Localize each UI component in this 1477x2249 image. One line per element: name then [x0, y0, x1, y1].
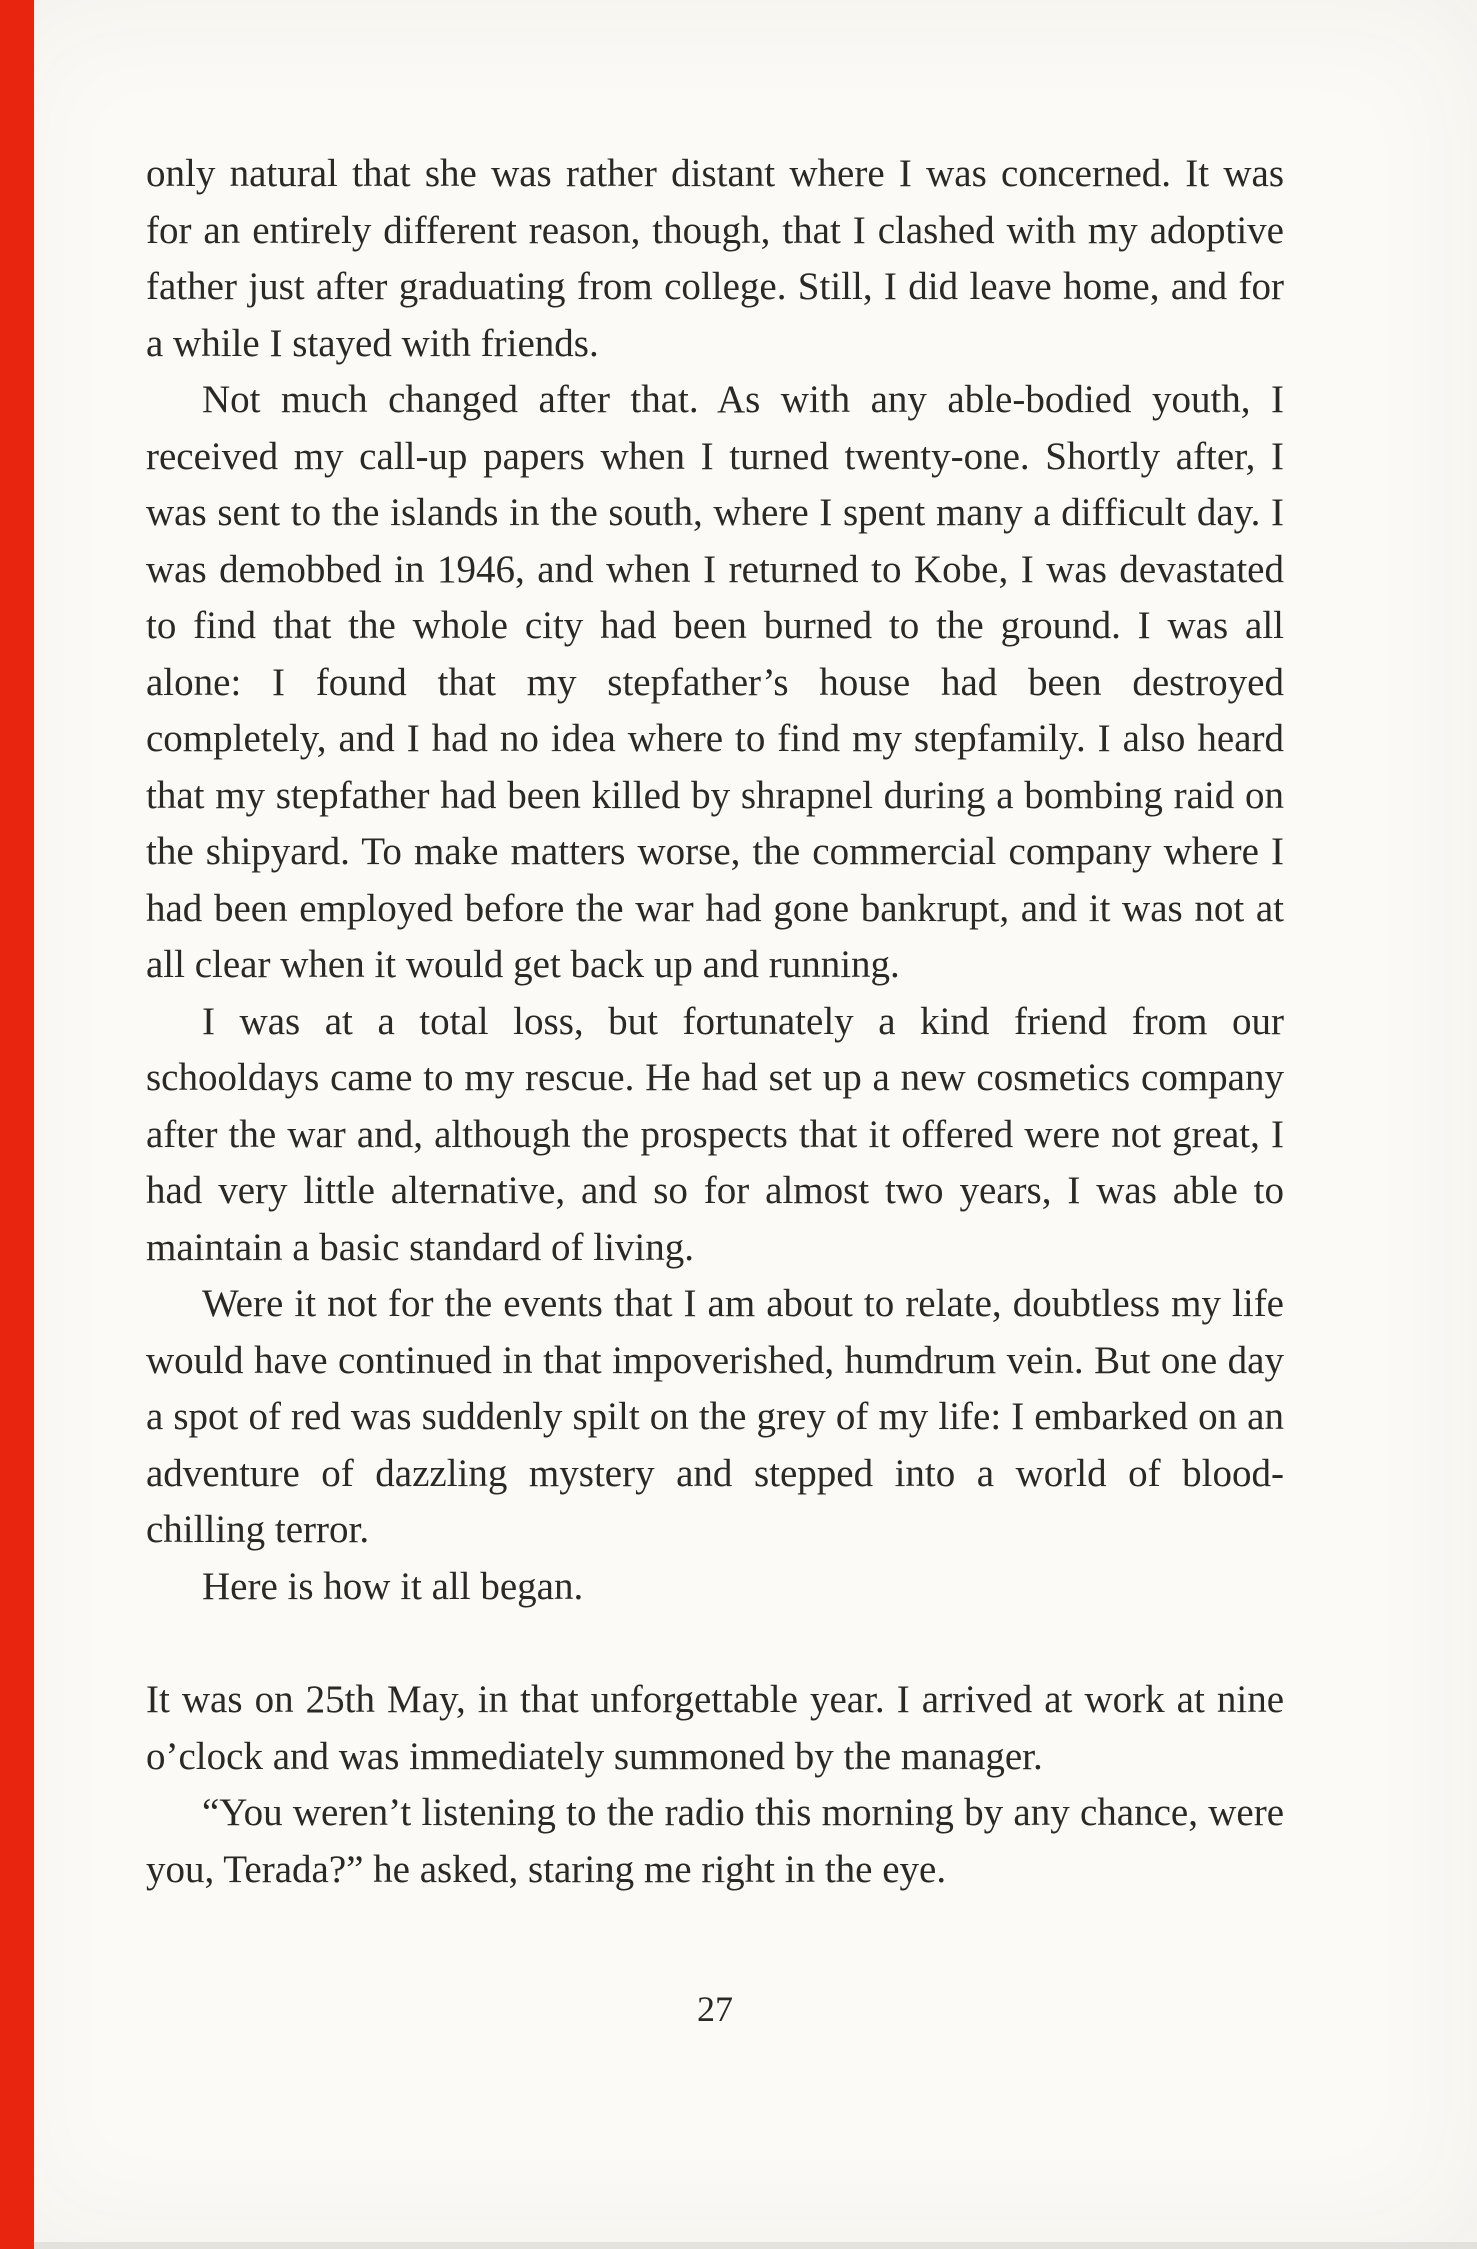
page-number: 27 — [697, 1989, 733, 2029]
paragraph: Were it not for the events that I am about to relate, doubtless my life would have continued in that impoverished, humdrum vein. But one day a spot of red was suddenly spilt on the grey of my life: I embarked on an adventure of dazzling mystery and stepped into a world of blood-chilling terror. — [146, 1282, 1284, 1551]
paragraph: Not much changed after that. As with any able-bodied youth, I received my call-up papers when I turned twenty-one. Shortly after, I was sent to the islands in the south, where I spent many a difficult day. I was demobbed in 1946, and when I returned to Kobe, I was devastated to find that the whole city had been burned to the ground. I was all alone: I found that my stepfather’s house had been destroyed completely, and I had no idea where to find my stepfamily. I also heard that my stepfather had been killed by shrapnel during a bombing raid on the shipyard. To make matters worse, the commercial company where I had been employed before the war had gone bankrupt, and it was not at all clear when it would get back up and running. — [146, 378, 1284, 986]
paragraph: only natural that she was rather distant where I was concerned. It was for an entirely different reason, though, that I clashed with my adoptive father just after graduating from college. Still, I did leave home, and for a while I stayed with friends. — [146, 152, 1284, 365]
paragraph: It was on 25th May, in that unforgettable year. I arrived at work at nine o’clock and was immediately summoned by the manager. — [146, 1678, 1284, 1778]
paragraph: “You weren’t listening to the radio this morning by any chance, were you, Terada?” he asked, staring me right in the eye. — [146, 1791, 1284, 1891]
paragraph: I was at a total loss, but fortunately a kind friend from our schooldays came to my rescue. He had set up a new cosmetics company after the war and, although the prospects that it offered were not great, I had very little alternative, and so for almost two years, I was able to maintain a basic standard of living. — [146, 999, 1284, 1269]
scan-bottom-edge — [34, 2242, 1477, 2249]
paragraph: Here is how it all began. — [202, 1564, 584, 1608]
page-text — [146, 146, 1284, 1898]
book-cover-edge — [0, 0, 34, 2249]
